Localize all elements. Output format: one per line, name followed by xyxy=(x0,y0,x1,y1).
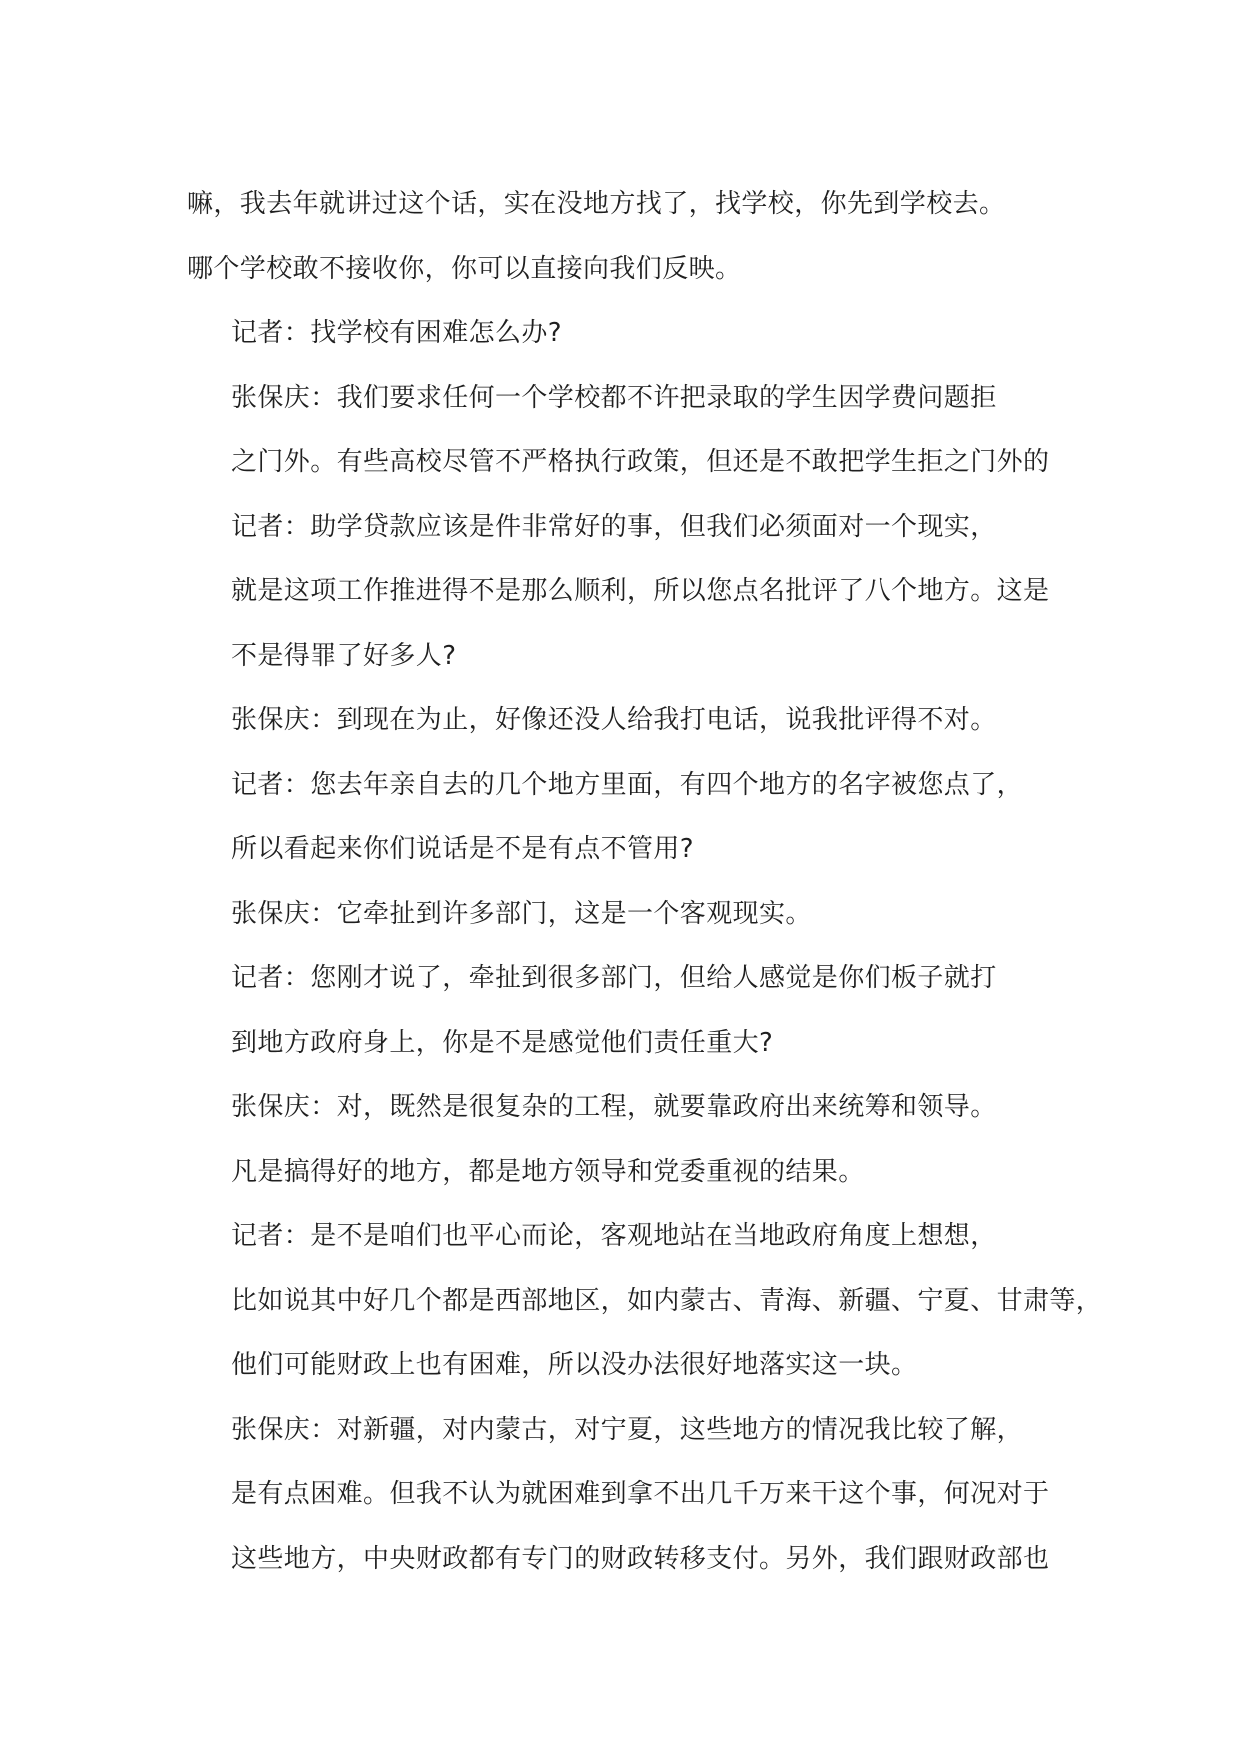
paragraph xyxy=(187,882,1087,947)
text-line: 张保庆：对新疆，对内蒙古，对宁夏，这些地方的情况我比较了解， xyxy=(231,1414,1024,1445)
paragraph xyxy=(187,366,1087,495)
text-line: 记者：找学校有困难怎么办? xyxy=(231,318,563,348)
text-line: 记者：您刚才说了，牵扯到很多部门，但给人感觉是你们板子就打 xyxy=(231,963,997,993)
paragraph xyxy=(187,172,1087,301)
paragraph xyxy=(187,301,1087,366)
text-line: 所以看起来你们说话是不是有点不管用? xyxy=(231,834,695,864)
text-line: 凡是搞得好的地方，都是地方领导和党委重视的结果。 xyxy=(231,1156,865,1187)
paragraph xyxy=(187,495,1087,689)
text-line: 就是这项工作推进得不是那么顺利，所以您点名批评了八个地方。这是 xyxy=(231,576,1050,606)
paragraph xyxy=(187,1398,1087,1592)
text-line: 是有点困难。但我不认为就困难到拿不出几千万来干这个事，何况对于 xyxy=(231,1479,1050,1509)
paragraph xyxy=(187,946,1087,1075)
text-line: 记者：您去年亲自去的几个地方里面，有四个地方的名字被您点了， xyxy=(231,769,1024,800)
text-line: 不是得罪了好多人? xyxy=(231,640,457,671)
text-line: 他们可能财政上也有困难，所以没办法很好地落实这一块。 xyxy=(231,1350,918,1380)
paragraph xyxy=(187,753,1087,882)
text-line: 这些地方，中央财政都有专门的财政转移支付。另外，我们跟财政部也 xyxy=(231,1543,1050,1574)
document-body xyxy=(187,172,1103,1591)
text-line: 之门外。有些高校尽管不严格执行政策，但还是不敢把学生拒之门外的 xyxy=(231,447,1050,477)
paragraph xyxy=(187,688,1087,753)
paragraph xyxy=(187,1204,1103,1398)
text-line: 张保庆：它牵扯到许多部门，这是一个客观现实。 xyxy=(231,898,812,929)
text-line: 嘛，我去年就讲过这个话，实在没地方找了，找学校，你先到学校去。 xyxy=(187,189,1006,219)
text-line: 哪个学校敢不接收你，你可以直接向我们反映。 xyxy=(187,253,742,284)
text-line: 张保庆：到现在为止，好像还没人给我打电话，说我批评得不对。 xyxy=(231,705,997,735)
text-line: 到地方政府身上，你是不是感觉他们责任重大? xyxy=(231,1027,774,1058)
paragraph xyxy=(187,1075,1087,1204)
text-line: 记者：是不是咱们也平心而论，客观地站在当地政府角度上想想， xyxy=(231,1221,997,1251)
text-line: 张保庆：对，既然是很复杂的工程，就要靠政府出来统筹和领导。 xyxy=(231,1092,997,1122)
text-line: 张保庆：我们要求任何一个学校都不许把录取的学生因学费问题拒 xyxy=(231,382,997,413)
text-line: 比如说其中好几个都是西部地区，如内蒙古、青海、新疆、宁夏、甘肃等， xyxy=(231,1285,1103,1316)
text-line: 记者：助学贷款应该是件非常好的事，但我们必须面对一个现实， xyxy=(231,511,997,542)
